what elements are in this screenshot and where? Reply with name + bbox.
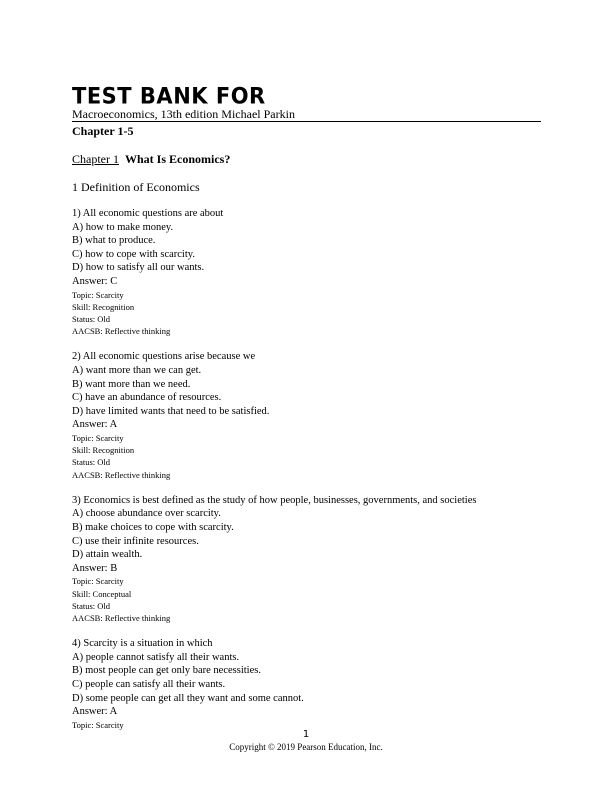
- question-stem: 4) Scarcity is a situation in which: [72, 638, 213, 650]
- option-d: D) some people can get all they want and some cannot.: [72, 692, 304, 704]
- option-b: B) what to produce.: [72, 235, 156, 247]
- meta-status: Status: Old: [72, 600, 111, 611]
- option-d: D) attain wealth.: [72, 549, 143, 561]
- meta-aacsb: AACSB: Reflective thinking: [72, 326, 171, 337]
- option-a: A) want more than we can get.: [72, 364, 202, 376]
- question-list: [72, 207, 542, 744]
- option-c: C) use their infinite resources.: [72, 535, 199, 547]
- question-stem: 3) Economics is best defined as the study of how people, businesses, governments, and societies: [72, 494, 477, 506]
- section-heading: 1 Definition of Economics: [72, 180, 200, 194]
- chapter-heading: [72, 152, 230, 166]
- meta-topic: Topic: Scarcity: [72, 719, 124, 730]
- meta-skill: Skill: Recognition: [72, 445, 135, 456]
- question-3: [72, 494, 542, 624]
- meta-aacsb: AACSB: Reflective thinking: [72, 469, 171, 480]
- question-stem: 2) All economic questions arise because we: [72, 351, 256, 363]
- meta-skill: Skill: Conceptual: [72, 588, 132, 599]
- option-d: D) how to satisfy all our wants.: [72, 262, 205, 274]
- book-subtitle: Macroeconomics, 13th edition Michael Parkin: [72, 107, 295, 121]
- copyright-notice: Copyright © 2019 Pearson Education, Inc.: [229, 742, 383, 752]
- option-c: C) have an abundance of resources.: [72, 392, 222, 404]
- option-b: B) most people can get only bare necessities.: [72, 665, 261, 677]
- question-1: [72, 207, 542, 337]
- page-number: 1: [302, 729, 310, 740]
- question-stem: 1) All economic questions are about: [72, 208, 224, 219]
- option-d: D) have limited wants that need to be satisfied.: [72, 405, 270, 417]
- answer: Answer: A: [72, 419, 118, 431]
- meta-topic: Topic: Scarcity: [72, 289, 124, 300]
- meta-status: Status: Old: [72, 457, 111, 468]
- header-rule: [72, 121, 541, 122]
- chapter-title: What Is Economics?: [125, 152, 231, 166]
- option-c: C) people can satisfy all their wants.: [72, 678, 226, 690]
- option-a: A) how to make money.: [72, 221, 174, 233]
- option-a: A) choose abundance over scarcity.: [72, 508, 221, 520]
- chapter-number: Chapter 1: [72, 152, 119, 166]
- answer: Answer: A: [72, 706, 118, 718]
- meta-aacsb: AACSB: Reflective thinking: [72, 612, 171, 623]
- option-c: C) how to cope with scarcity.: [72, 248, 195, 260]
- question-4: [72, 637, 542, 731]
- option-b: B) want more than we need.: [72, 378, 191, 390]
- question-2: [72, 350, 542, 480]
- meta-skill: Skill: Recognition: [72, 301, 135, 312]
- chapter-range: Chapter 1-5: [72, 124, 134, 138]
- meta-topic: Topic: Scarcity: [72, 432, 124, 443]
- meta-topic: Topic: Scarcity: [72, 576, 124, 587]
- meta-status: Status: Old: [72, 313, 111, 324]
- option-b: B) make choices to cope with scarcity.: [72, 521, 234, 533]
- option-a: A) people cannot satisfy all their wants.: [72, 651, 240, 663]
- answer: Answer: C: [72, 275, 118, 287]
- test-bank-banner: TEST BANK FOR: [72, 83, 266, 109]
- answer: Answer: B: [72, 562, 118, 574]
